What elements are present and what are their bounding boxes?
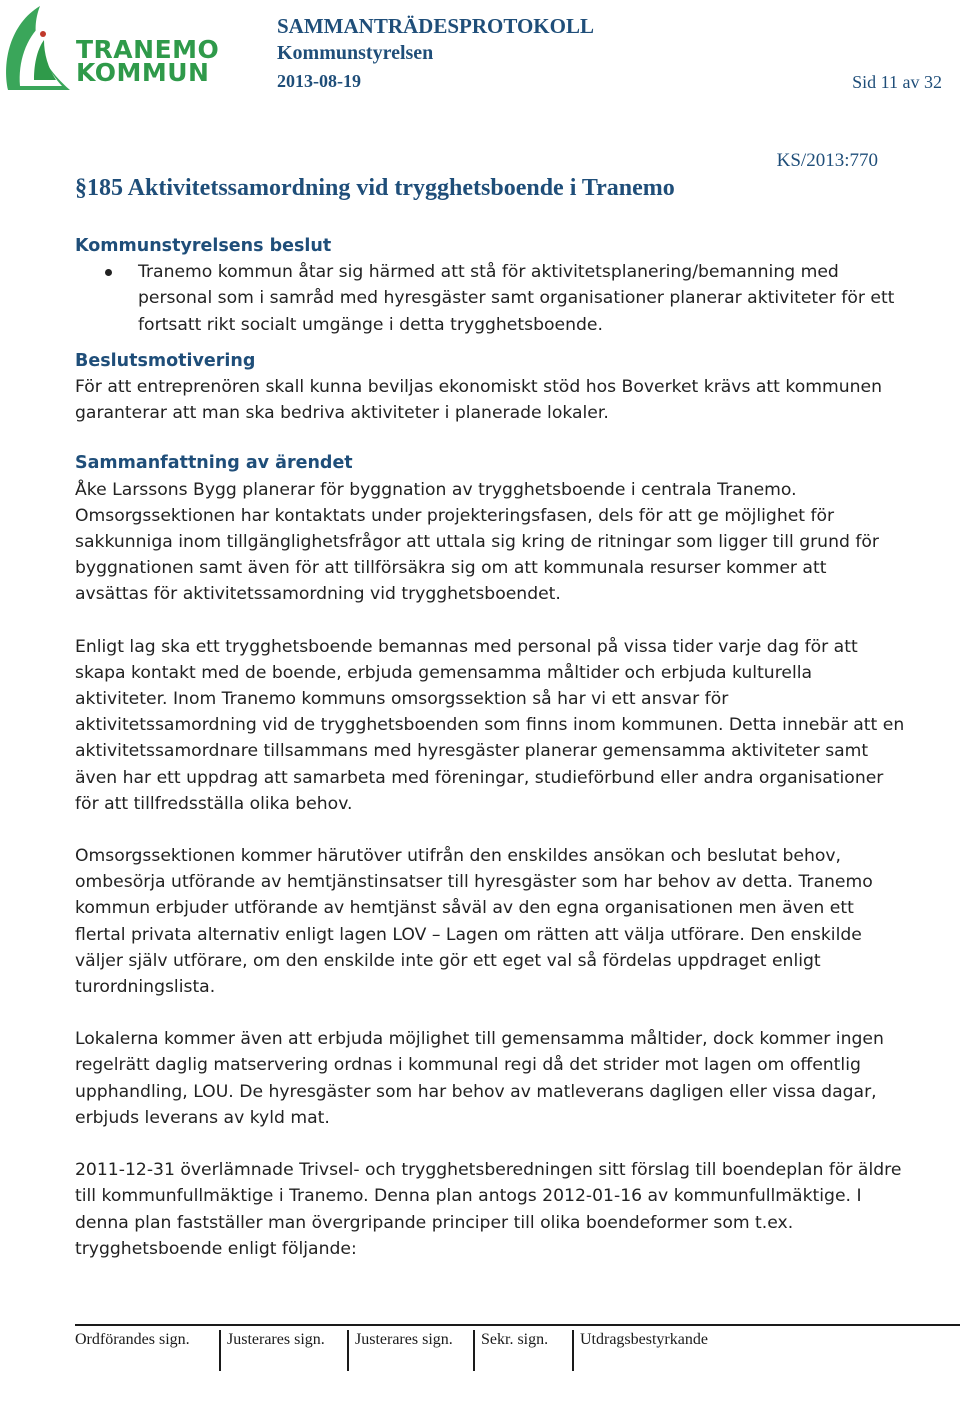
summary-paragraph: Omsorgssektionen har kontaktats under projekteringsfasen, dels för att ge möjlighet för sakkunniga inom tillgänglighetsfrågor att uttala sig kring de ritningar som ligger till grund för byggnationen samt även för att tillförsäkra sig om att kommunala resurser kommer att avsättas för aktivitetssamordning vid trygghetsboendet. bbox=[75, 505, 879, 605]
footer-divider bbox=[75, 1324, 960, 1326]
summary-paragraph: Omsorgssektionen kommer härutöver utifrån den enskildes ansökan och beslutat behov, ombesörja utförande av hemtjänstinsatser till hyresgäster som har behov av detta. Tranemo kommun erbjuder utförande av hemtjänst såväl av den egna organisationen men även ett flertal privata alternativ enligt lagen LOV – Lagen om rätten att välja utförare. Den enskilde väljer själv utförare, om den enskilde inte gör ett eget val så fördelas uppdraget enligt turordningslista. bbox=[75, 846, 873, 998]
adjuster-signature-field: Justerares sign. bbox=[219, 1330, 325, 1371]
chair-signature-field: Ordförandes sign. bbox=[75, 1331, 190, 1348]
motivation-heading: Beslutsmotivering bbox=[75, 350, 256, 371]
municipality-logo bbox=[0, 2, 220, 98]
certified-extract-field: Utdragsbestyrkande bbox=[572, 1330, 708, 1371]
case-number: KS/2013:770 bbox=[776, 150, 878, 171]
decision-item-text: Tranemo kommun åtar sig härmed att stå för aktivitetsplanering/bemanning med personal som i samråd med hyresgäster samt organisationer planerar aktiviteter för ett fortsatt rikt socialt umgänge i detta trygghetsboende. bbox=[138, 262, 895, 335]
crane-leaf-icon bbox=[0, 2, 80, 98]
summary-paragraph: Lokalerna kommer även att erbjuda möjlighet till gemensamma måltider, dock kommer ingen regelrätt daglig matservering ordnas i kommunal regi då det strider mot lagen om offentlig upphandling, LOU. De hyresgäster som har behov av matleverans dagligen eller vissa dagar, erbjuds leverans av kyld mat. bbox=[75, 1029, 884, 1128]
decision-heading: Kommunstyrelsens beslut bbox=[75, 236, 332, 256]
signature-footer bbox=[75, 1330, 960, 1370]
logo-text-line2: KOMMUN bbox=[76, 58, 210, 87]
adjuster-signature-field-2: Justerares sign. bbox=[347, 1330, 453, 1371]
page-number: Sid 11 av 32 bbox=[852, 72, 942, 92]
motivation-text: För att entreprenören skall kunna beviljas ekonomiskt stöd hos Boverket krävs att kommunen garanterar att man ska bedriva aktiviteter i planerade lokaler. bbox=[75, 377, 882, 424]
decision-list bbox=[75, 259, 905, 338]
summary-paragraph: Enligt lag ska ett trygghetsboende bemannas med personal på vissa tider varje dag för att skapa kontakt med de boende, erbjuda gemensamma måltider och erbjuda kulturella aktiviteter. Inom Tranemo kommuns omsorgssektion så har vi ett ansvar för aktivitetssamordning vid de trygghetsboenden som finns inom kommunen. Detta innebär att en aktivitetssamordnare tillsammans med hyresgäster planerar gemensamma aktiviteter samt även har ett uppdrag att samarbeta med föreningar, studieförbund eller andra organisationer för att tillfredsställa olika behov. bbox=[75, 636, 905, 814]
summary-paragraph: 2011-12-31 överlämnade Trivsel- och trygghetsberedningen sitt förslag till boendeplan för äldre till kommunfullmäktige i Tranemo. Denna plan antogs 2012-01-16 av kommunfullmäktige. I denna plan fastställer man övergripande principer till olika boendeformer som t.ex. trygghetsboende enligt följande: bbox=[75, 1160, 902, 1259]
bullet-icon bbox=[105, 269, 112, 276]
decision-item bbox=[138, 259, 905, 338]
secretary-signature-field: Sekr. sign. bbox=[473, 1330, 548, 1371]
document-type: SAMMANTRÄDESPROTOKOLL bbox=[277, 14, 594, 38]
summary-intro: Åke Larssons Bygg planerar för byggnation av trygghetsboende i centrala Tranemo. bbox=[75, 479, 797, 500]
meeting-date: 2013-08-19 bbox=[277, 71, 361, 91]
logo-text-line1: TRANEMO bbox=[76, 35, 220, 64]
committee-name: Kommunstyrelsen bbox=[277, 42, 434, 64]
section-title: §185 Aktivitetssamordning vid trygghetsboende i Tranemo bbox=[75, 175, 675, 201]
document-body bbox=[75, 233, 905, 1262]
summary-heading: Sammanfattning av ärendet bbox=[75, 453, 353, 474]
